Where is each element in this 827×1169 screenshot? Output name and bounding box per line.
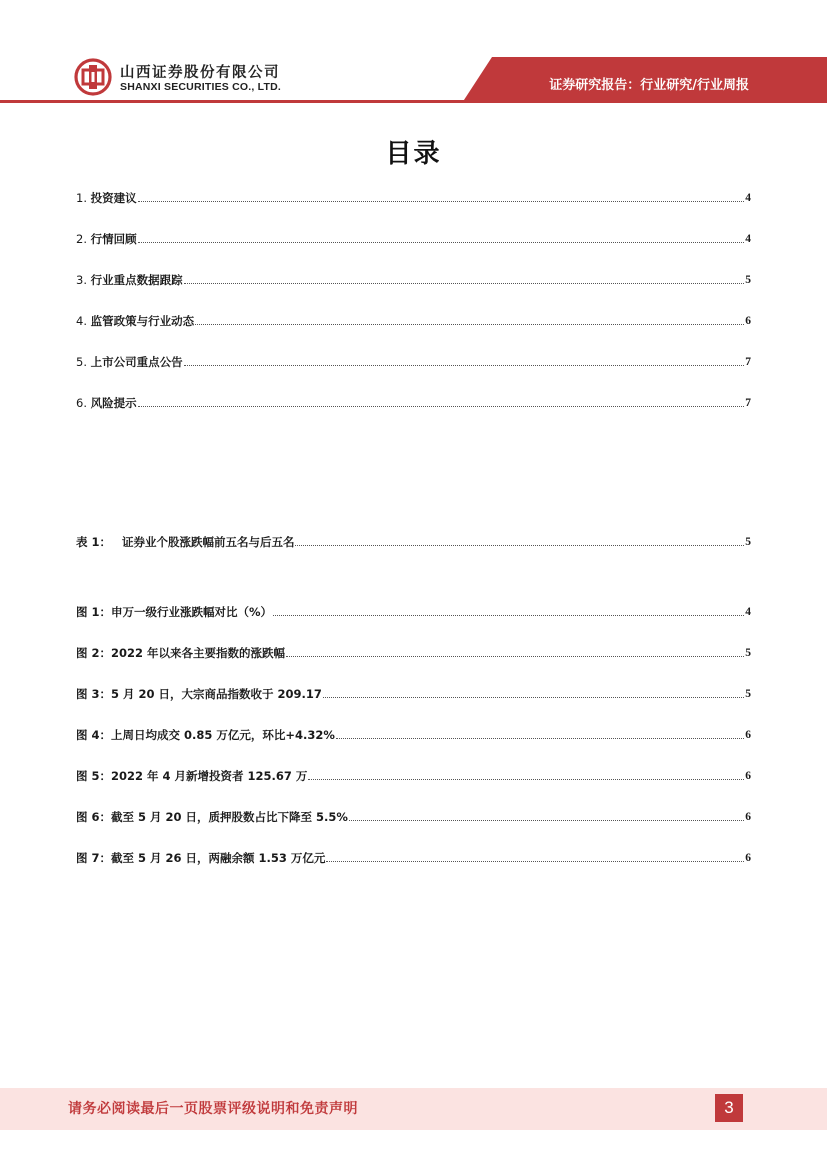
figure-title: 截至 5 月 20 日，质押股数占比下降至 5.5%	[111, 810, 348, 824]
figure-page: 6	[745, 729, 751, 741]
toc-entry-number: 4.	[76, 314, 87, 328]
toc-leader-dots	[349, 819, 744, 821]
toc-leader-dots	[336, 737, 744, 739]
figure-title: 上周日均成交 0.85 万亿元，环比+4.32%	[111, 728, 335, 742]
figure-page: 5	[745, 688, 751, 700]
figure-title: 2022 年 4 月新增投资者 125.67 万	[111, 769, 308, 783]
toc-leader-dots	[286, 655, 744, 657]
toc-leader-dots	[184, 364, 745, 366]
figure-title: 截至 5 月 26 日，两融余额 1.53 万亿元	[111, 851, 326, 865]
toc-entry-number: 6.	[76, 396, 87, 410]
figure-list-entry[interactable]	[76, 850, 751, 866]
figure-title: 申万一级行业涨跌幅对比（%）	[111, 605, 273, 619]
toc-leader-dots	[138, 200, 745, 202]
toc-entry-number: 2.	[76, 232, 87, 246]
figure-list-entry[interactable]	[76, 604, 751, 620]
figure-label: 图 1：	[76, 605, 112, 619]
toc-entry-page: 7	[745, 356, 751, 368]
toc-leader-dots	[326, 860, 744, 862]
table-list-entry[interactable]	[76, 534, 751, 550]
figure-label: 图 5：	[76, 769, 112, 783]
page-number: 3	[715, 1094, 743, 1122]
toc-entry-number: 3.	[76, 273, 87, 287]
table-label: 表 1：	[76, 535, 112, 549]
figure-label: 图 3：	[76, 687, 112, 701]
toc-entry-title: 监管政策与行业动态	[90, 314, 195, 328]
figure-label: 图 2：	[76, 646, 112, 660]
figure-list-entry[interactable]	[76, 727, 751, 743]
figure-title: 2022 年以来各主要指数的涨跌幅	[111, 646, 286, 660]
toc-entry-page: 4	[745, 192, 751, 204]
toc-entry-number: 5.	[76, 355, 87, 369]
figure-page: 6	[745, 852, 751, 864]
toc-leader-dots	[323, 696, 744, 698]
toc-entry[interactable]	[76, 313, 751, 329]
toc-leader-dots	[295, 544, 744, 546]
toc-entry[interactable]	[76, 354, 751, 370]
figure-page: 6	[745, 770, 751, 782]
shanxi-securities-logo-icon	[74, 58, 112, 96]
toc-entry-page: 4	[745, 233, 751, 245]
toc-entry-page: 6	[745, 315, 751, 327]
figure-label: 图 4：	[76, 728, 112, 742]
page-title: 目录	[385, 139, 442, 169]
toc-entry[interactable]	[76, 190, 751, 206]
toc-entry-title: 投资建议	[90, 191, 137, 205]
table-title: 证券业个股涨跌幅前五名与后五名	[121, 535, 295, 549]
toc-leader-dots	[184, 282, 745, 284]
figure-title: 5 月 20 日，大宗商品指数收于 209.17	[111, 687, 322, 701]
figure-label: 图 7：	[76, 851, 112, 865]
figure-page: 4	[745, 606, 751, 618]
company-name-cn: 山西证券股份有限公司	[120, 65, 280, 81]
figure-list-entry[interactable]	[76, 686, 751, 702]
figure-list-entry[interactable]	[76, 809, 751, 825]
page-header	[0, 0, 827, 110]
toc-entry-page: 5	[745, 274, 751, 286]
disclaimer-note: 请务必阅读最后一页股票评级说明和免责声明	[68, 1101, 358, 1117]
toc-entry-title: 上市公司重点公告	[90, 355, 183, 369]
toc-entry-page: 7	[745, 397, 751, 409]
toc-leader-dots	[308, 778, 744, 780]
figure-page: 5	[745, 647, 751, 659]
toc-leader-dots	[138, 241, 745, 243]
toc-entry-title: 风险提示	[90, 396, 137, 410]
toc-entry-title: 行情回顾	[90, 232, 137, 246]
toc-entry[interactable]	[76, 231, 751, 247]
figure-label: 图 6：	[76, 810, 112, 824]
toc-entry-title: 行业重点数据跟踪	[90, 273, 183, 287]
company-name-en: SHANXI SECURITIES CO., LTD.	[120, 81, 281, 93]
report-type-label: 证券研究报告：行业研究/行业周报	[549, 78, 749, 93]
toc-entry[interactable]	[76, 272, 751, 288]
toc-leader-dots	[138, 405, 745, 407]
figure-list-entry[interactable]	[76, 768, 751, 784]
toc-leader-dots	[273, 614, 744, 616]
table-page: 5	[745, 536, 751, 548]
figure-page: 6	[745, 811, 751, 823]
toc-entry-number: 1.	[76, 191, 87, 205]
toc-leader-dots	[195, 323, 744, 325]
toc-entry[interactable]	[76, 395, 751, 411]
figure-list-entry[interactable]	[76, 645, 751, 661]
